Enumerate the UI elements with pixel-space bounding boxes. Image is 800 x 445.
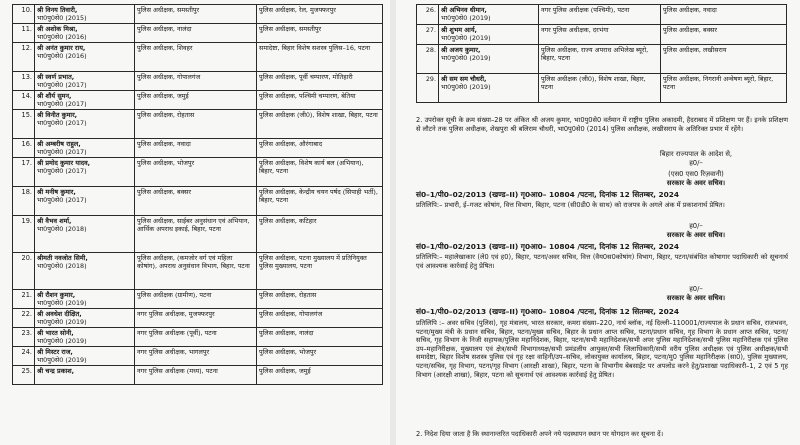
officer-name-cell (439, 45, 539, 74)
serial-number-cell (13, 253, 35, 290)
serial-number: 18. (21, 188, 32, 196)
serial-number-cell (13, 309, 35, 328)
new-posting-cell (661, 25, 787, 45)
table-row (13, 309, 383, 328)
new-posting: पुलिस अधीक्षक, भोजपुर (259, 348, 317, 356)
table-row (13, 43, 383, 72)
officer-name: श्री विनय तिवारी, (37, 6, 78, 14)
new-posting: पुलिस अधीक्षक, औरंगाबाद (259, 140, 323, 148)
current-posting-cell (135, 139, 257, 158)
table-row (13, 139, 383, 158)
officer-name-cell (35, 187, 135, 216)
current-posting: पुलिस अधीक्षक, नालंदा (137, 25, 192, 33)
serial-number: 13. (21, 73, 32, 81)
table-row (13, 24, 383, 43)
officer-name-batch: भा0पु0से0 (2017) (37, 100, 87, 108)
officer-name-batch: भा0पु0से0 (2016) (37, 33, 87, 41)
officer-name: श्री वैभव शर्मा, (37, 217, 72, 225)
memo-number-2: सं0–1/पी0–02/2013 (खण्ड–II) गृ0आ0– 10804 /पटना, दिनांक 12 सितम्बर, 2024 (416, 242, 680, 251)
memo-number-1: सं0–1/पी0–02/2013 (खण्ड–II) गृ0आ0– 10804 /पटना, दिनांक 12 सितम्बर, 2024 (416, 190, 680, 199)
officer-name-batch: भा0पु0से0 (2019) (37, 299, 87, 307)
current-posting: पुलिस अधीक्षक, राज्य अपराध अभिलेख ब्यूरो, बिहार, पटना (541, 46, 649, 62)
new-posting-cell (661, 74, 787, 103)
new-posting-cell (257, 328, 383, 347)
paragraph-2: 2. उपरोक्त सूची के क्रम संख्या–28 पर अंकित श्री अजय कुमार, भा0पु0से0 वर्तमान में राष्ट्रीय पुलिस अकादमी, हैदराबाद में प्रशिक्षण पर हैं। इनके प्रशिक्षण से लौटने तक पुलिस अधीक्षक, शेखपुरा श्री बलिराम चौधरी, भा0पु0से0 (2014) पुलिस अधीक्षक, लखीसराय के अतिरिक्त प्रभार में रहेंगे। (416, 116, 788, 133)
new-posting-cell (257, 110, 383, 139)
officer-name-cell (35, 5, 135, 24)
new-posting: पुलिस अधीक्षक, रेल, मुजफ्फरपुर (259, 6, 336, 14)
officer-name: श्री अजय कुमार, (441, 46, 481, 54)
table-row (417, 25, 787, 45)
new-posting: पुलिस अधीक्षक, जमुई (259, 367, 311, 375)
officer-name-batch: भा0पु0से0 (2015) (37, 14, 87, 22)
serial-number: 10. (21, 6, 32, 14)
serial-number: 29. (425, 75, 436, 83)
copy-to-2: प्रतिलिपि:– महालेखाकार (ले0 एवं ह0), बिहार, पटना/अवर सचिव, वित्त (वैय0स0कोषांग) विभाग, बिहार, पटना/संबंधित कोषागार पदाधिकारी को सूचनार्थ एवं आवश्यक कार्रवाई हेतु प्रेषित। (416, 253, 788, 270)
current-posting: पुलिस अधीक्षक (जी0), विशेष शाखा, बिहार, पटना (541, 75, 646, 91)
governor-order-line: बिहार राज्यपाल के आदेश से, (659, 150, 733, 158)
table-row (13, 158, 383, 187)
serial-number: 22. (21, 310, 32, 318)
serial-number: 27. (425, 26, 436, 34)
current-posting-cell (539, 74, 661, 103)
officer-name: (एस0 एस0 रिज़वानी) (668, 170, 724, 178)
officer-name: श्री मिस्टर राज, (37, 348, 73, 356)
table-row (13, 253, 383, 290)
new-posting: पुलिस अधीक्षक, कटिहार (259, 217, 317, 225)
serial-number: 26. (425, 6, 436, 14)
new-posting-cell (257, 366, 383, 385)
new-posting-cell (257, 91, 383, 110)
officer-name-batch: भा0पु0से0 (2018) (37, 262, 87, 270)
officer-name-cell (439, 74, 539, 103)
new-posting: पुलिस अधीक्षक, रोहतास (259, 291, 317, 299)
current-posting: पुलिस अधीक्षक, भोजपुर (137, 159, 195, 167)
officer-name-batch: भा0पु0से0 (2019) (37, 337, 87, 345)
officer-name-cell (35, 72, 135, 91)
officer-name-cell (35, 216, 135, 253)
officer-name-cell (35, 347, 135, 366)
table-row (13, 366, 383, 385)
officer-name-batch: भा0पु0से0 (2016) (37, 52, 87, 60)
new-posting-cell (257, 139, 383, 158)
new-posting-cell (257, 43, 383, 72)
new-posting: समादेष्टा, बिहार विशेष सशस्त्र पुलिस–16, पटना (259, 44, 371, 52)
new-posting-cell (257, 253, 383, 290)
current-posting: पुलिस अधीक्षक, गोपालगंज (137, 73, 201, 81)
table-row (13, 187, 383, 216)
officer-name: श्री अनंत कुमार राय, (37, 44, 86, 52)
current-posting-cell (135, 110, 257, 139)
current-posting-cell (135, 347, 257, 366)
officer-name-batch: भा0पु0से0 (2019) (441, 54, 491, 62)
current-posting: पुलिस अधीक्षक (ग्रामीण), पटना (137, 291, 212, 299)
serial-number: 20. (21, 254, 32, 262)
current-posting: नगर पुलिस अधीक्षक, मुजफ्फरपुर (137, 310, 215, 318)
transfer-table-right (416, 4, 787, 103)
serial-number-cell (417, 74, 439, 103)
current-posting-cell (135, 187, 257, 216)
officer-name: श्री चन्द्र प्रकाश, (37, 367, 75, 375)
table-row (13, 347, 383, 366)
new-posting: पुलिस अधीक्षक, पटना मुख्यालय में प्रतिनियुक्त पुलिस मुख्यालय, पटना (259, 254, 367, 270)
officer-name-cell (35, 328, 135, 347)
serial-number-cell (13, 24, 35, 43)
serial-number: 28. (425, 46, 436, 54)
officer-name: श्री शौर्य सुमन, (37, 92, 72, 100)
new-posting: पुलिस अधीक्षक, बक्सर (663, 26, 718, 34)
officer-name: श्री अवधेश दीक्षित, (37, 310, 82, 318)
table-row (13, 91, 383, 110)
officer-name-cell (35, 91, 135, 110)
new-posting-cell (257, 72, 383, 91)
new-posting-cell (257, 290, 383, 309)
serial-number-cell (13, 290, 35, 309)
table-row (13, 290, 383, 309)
serial-number-cell (13, 139, 35, 158)
officer-name-batch: भा0पु0से0 (2017) (37, 167, 87, 175)
new-posting-cell (257, 347, 383, 366)
current-posting-cell (135, 72, 257, 91)
serial-number-cell (417, 5, 439, 25)
serial-number: 25. (21, 367, 32, 375)
new-posting: पुलिस अधीक्षक, केन्द्रीय चयन पर्षद (सिपाही भर्ती), बिहार, पटना (259, 188, 378, 204)
table-row (13, 5, 383, 24)
table-row (417, 74, 787, 103)
officer-name: श्री सम सम चौधरी, (441, 75, 487, 83)
current-posting: पुलिस अधीक्षक, रोहतास (137, 111, 195, 119)
new-posting-cell (661, 45, 787, 74)
serial-number-cell (13, 43, 35, 72)
current-posting-cell (135, 91, 257, 110)
designation-1: सरकार के अवर सचिव। (666, 179, 726, 187)
officer-name-batch: भा0पु0से0 (2018) (37, 225, 87, 233)
serial-number-cell (13, 91, 35, 110)
current-posting-cell (135, 24, 257, 43)
current-posting: पुलिस अधीक्षक, साईबर अनुसंधान एवं अभियान, आर्थिक अपराध इकाई, बिहार, पटना (137, 217, 250, 233)
officer-name: श्री भारत सोनी, (37, 329, 74, 337)
officer-name: श्री स्वर्ण प्रभात, (37, 73, 75, 81)
table-row (13, 72, 383, 91)
officer-name-batch: भा0पु0से0 (2019) (441, 83, 491, 91)
officer-name: श्री अभिनव धीमान, (441, 6, 487, 14)
closing-paragraph: 2. निदेश दिया जाता है कि स्थानान्तरित पदाधिकारी अपने नये पदस्थापन स्थान पर योगदान कर सूचना दें। (416, 430, 664, 438)
officer-name-batch: भा0पु0से0 (2019) (441, 14, 491, 22)
serial-number-cell (13, 5, 35, 24)
officer-name: श्री अम्बरीष राहुल, (37, 140, 81, 148)
new-posting: पुलिस अधीक्षक, पूर्वी चम्पारण, मोतिहारी (259, 73, 353, 81)
current-posting: पुलिस अधीक्षक, शिवहर (137, 44, 193, 52)
serial-number-cell (13, 328, 35, 347)
table-row (13, 110, 383, 139)
current-posting: पुलिस अधीक्षक, नवादा (137, 140, 191, 148)
officer-name-cell (35, 139, 135, 158)
officer-name-cell (35, 43, 135, 72)
serial-number: 24. (21, 348, 32, 356)
new-posting-cell (257, 158, 383, 187)
officer-name-batch: भा0पु0से0 (2017) (37, 196, 87, 204)
transfer-table-left (12, 4, 383, 385)
current-posting: नगर पुलिस अधीक्षक (मध्य), पटना (137, 367, 218, 375)
serial-number-cell (417, 45, 439, 74)
serial-number-cell (13, 110, 35, 139)
new-posting: पुलिस अधीक्षक, लखीसराय (663, 46, 727, 54)
current-posting-cell (135, 158, 257, 187)
officer-name-cell (35, 309, 135, 328)
officer-name-cell (439, 5, 539, 25)
serial-number-cell (13, 366, 35, 385)
serial-number: 14. (21, 92, 32, 100)
new-posting-cell (661, 5, 787, 25)
current-posting-cell (135, 290, 257, 309)
current-posting-cell (135, 43, 257, 72)
designation-2: सरकार के अवर सचिव। (666, 231, 726, 239)
officer-name: श्री विनीत कुमार, (37, 111, 78, 119)
current-posting: नगर पुलिस अधीक्षक (पश्चिमी), पटना (541, 6, 630, 14)
new-posting: पुलिस अधीक्षक, निगरानी अन्वेषण ब्यूरो, बिहार, पटना (663, 75, 774, 91)
current-posting-cell (135, 5, 257, 24)
serial-number-cell (417, 25, 439, 45)
copy-to-1: प्रतिलिपि:– प्रभारी, ई–गजट कोषांग, वित्त विभाग, बिहार, पटना (सी0डी0 के साथ) को राजपत्र के अगले अंक में प्रकाशनार्थ प्रेषित। (416, 201, 725, 209)
officer-name-cell (35, 24, 135, 43)
new-posting: पुलिस अधीक्षक, समस्तीपुर (259, 25, 322, 33)
new-posting-cell (257, 24, 383, 43)
officer-name: श्रीमती नवजोत सिमी, (37, 254, 88, 262)
officer-name-batch: भा0पु0से0 (2019) (37, 356, 87, 364)
serial-number: 17. (21, 159, 32, 167)
new-posting: पुलिस अधीक्षक, नवादा (663, 6, 717, 14)
officer-name-batch: भा0पु0से0 (2017) (37, 148, 87, 156)
current-posting: पुलिस अधीक्षक, समस्तीपुर (137, 6, 200, 14)
serial-number: 19. (21, 217, 32, 225)
officer-name-cell (439, 25, 539, 45)
new-posting-cell (257, 216, 383, 253)
current-posting-cell (135, 328, 257, 347)
new-posting-cell (257, 187, 383, 216)
new-posting-cell (257, 5, 383, 24)
officer-name-cell (35, 290, 135, 309)
current-posting: नगर पुलिस अधीक्षक, भागलपुर (137, 348, 210, 356)
serial-number: 15. (21, 111, 32, 119)
officer-name-cell (35, 253, 135, 290)
new-posting: पुलिस अधीक्षक, विशेष कार्य बल (अभियान), बिहार, पटना (259, 159, 364, 175)
serial-number-cell (13, 72, 35, 91)
signature-1: ह0/– (689, 159, 703, 167)
current-posting-cell (539, 45, 661, 74)
current-posting-cell (539, 25, 661, 45)
current-posting: पुलिस अधीक्षक, जमुई (137, 92, 189, 100)
current-posting-cell (539, 5, 661, 25)
designation-3: सरकार के अवर सचिव। (666, 294, 726, 302)
officer-name: श्री प्रमोद कुमार यादव, (37, 159, 91, 167)
left-page (0, 0, 390, 445)
serial-number: 16. (21, 140, 32, 148)
officer-name-batch: भा0पु0से0 (2017) (37, 81, 87, 89)
officer-name-cell (35, 158, 135, 187)
officer-name-batch: भा0पु0से0 (2017) (37, 119, 87, 127)
serial-number: 11. (21, 25, 32, 33)
officer-name-batch: भा0पु0से0 (2019) (37, 318, 87, 326)
table-row (13, 328, 383, 347)
officer-name-cell (35, 366, 135, 385)
serial-number: 23. (21, 329, 32, 337)
new-posting: पुलिस अधीक्षक, पश्चिमी चम्पारण, बेतिया (259, 92, 356, 100)
table-row (13, 216, 383, 253)
signature-2: ह0/– (689, 222, 703, 230)
current-posting-cell (135, 253, 257, 290)
serial-number: 21. (21, 291, 32, 299)
current-posting: पुलिस अधीक्षक, बक्सर (137, 188, 192, 196)
serial-number-cell (13, 158, 35, 187)
officer-name: श्री शुभम आर्य, (441, 26, 477, 34)
current-posting: नगर पुलिस अधीक्षक (पूर्वी), पटना (137, 329, 217, 337)
current-posting: नगर पुलिस अधीक्षक, दरभंगा (541, 26, 609, 34)
current-posting: पुलिस अधीक्षक, (कमजोर वर्ग एवं महिला कोषांग), अपराध अनुसंधान विभाग, बिहार, पटना (137, 254, 250, 270)
officer-name: श्री अशोक मिश्रा, (37, 25, 78, 33)
officer-name: श्री रौशन कुमार, (37, 291, 76, 299)
officer-name-batch: भा0पु0से0 (2019) (441, 34, 491, 42)
new-posting: पुलिस अधीक्षक, गोपालगंज (259, 310, 323, 318)
copy-to-3: प्रतिलिपि :– अवर सचिव (पुलिस), गृह मंत्रालय, भारत सरकार, कमरा संख्या–220, नार्थ ब्लॉक, नई दिल्ली–110001/राज्यपाल के प्रधान सचिव, राजभवन, पटना/मुख्य मंत्री के प्रधान सचिव, बिहार, पटना/मुख्य सचिव, बिहार के प्रधान आप्त सचिव, पटना/प्रधान सचिव, गृह विभाग के प्रधान आप्त सचिव, पटना/सचिव, गृह विभाग के निजी सहायक/पुलिस महानिदेशक, बिहार, पटना/सभी महानिदेशक/सभी अपर पुलिस महानिदेशक/सभी पुलिस महानिरीक्षक एवं पुलिस उप–महानिरीक्षक, मुख्यालय एवं क्षेत्र/सभी विभागाध्यक्ष/सभी प्रमंडलीय आयुक्त/सभी जिलाधिकारी/सभी वरीय पुलिस अधीक्षक एवं पुलिस अधीक्षक/सभी समादेष्टा, बिहार विशेष सशस्त्र पुलिस एवं गृह रक्षा वाहिनी/उप–सचिव, लोकायुक्त कार्यालय, बिहार, पटना/मु0 पुलिस महानिरीक्षक (सा0), पुलिस मुख्यालय, पटना/सचिव, गृह विभाग, पटना/गृह विभाग (आरक्षी शाखा), बिहार, पटना के विभागीय बेबसाईट पर अपलोड करने हेतु/प्रशाखा पदाधिकारी–1, 2 एवं 5 गृह विभाग (आरक्षी शाखा), बिहार, पटना को सूचनार्थ एवं आवश्यक कार्रवाई हेतु प्रेषित। (416, 319, 788, 379)
officer-name: श्री मनीष कुमार, (37, 188, 76, 196)
signature-3: ह0/– (689, 285, 703, 293)
table-row (417, 5, 787, 25)
serial-number-cell (13, 347, 35, 366)
memo-number-3: सं0–1/पी0–02/2013 (खण्ड–II) गृ0आ0– 10804 /पटना, दिनांक 12 सितम्बर, 2024 (416, 307, 680, 316)
new-posting-cell (257, 309, 383, 328)
serial-number-cell (13, 187, 35, 216)
current-posting-cell (135, 216, 257, 253)
officer-name-cell (35, 110, 135, 139)
current-posting-cell (135, 309, 257, 328)
serial-number: 12. (21, 44, 32, 52)
table-row (417, 45, 787, 74)
current-posting-cell (135, 366, 257, 385)
new-posting: पुलिस अधीक्षक (जी0), विशेष शाखा, बिहार, पटना (259, 111, 378, 119)
right-page (396, 0, 800, 445)
new-posting: पुलिस अधीक्षक, नालंदा (259, 329, 314, 337)
serial-number-cell (13, 216, 35, 253)
